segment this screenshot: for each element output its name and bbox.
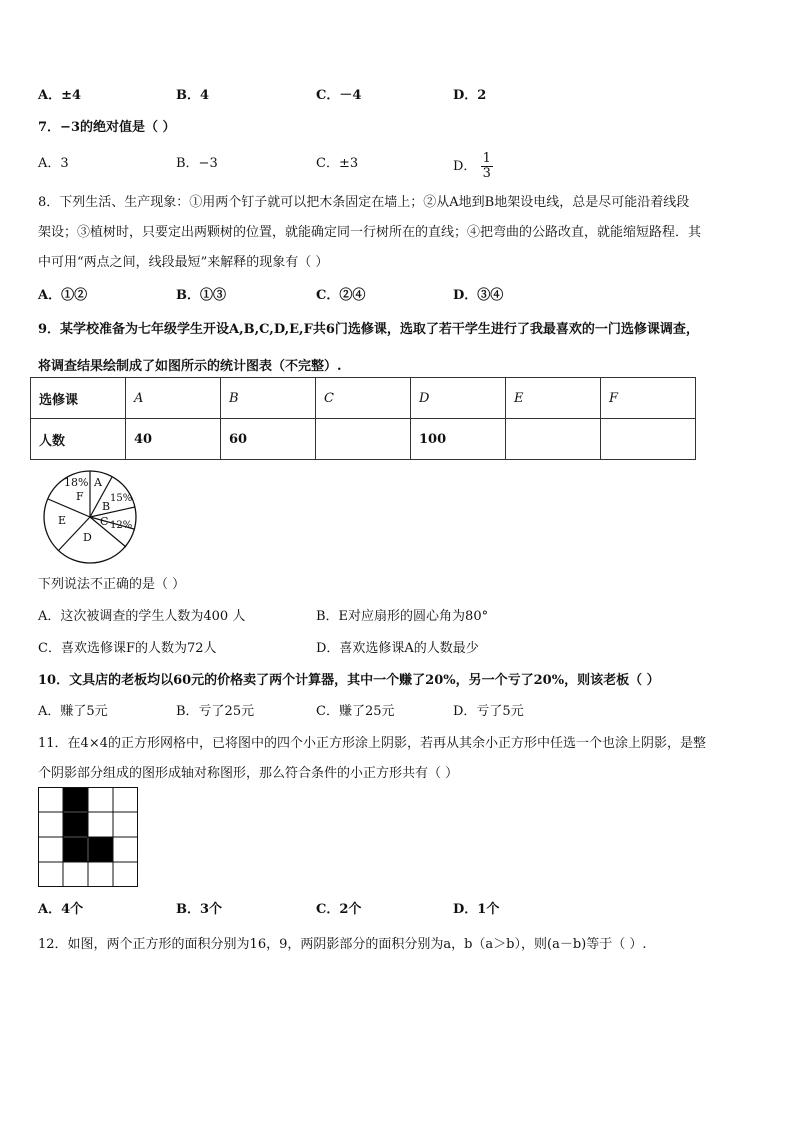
shaded-square (63, 812, 88, 837)
q8-option-c: C．②④ (316, 288, 366, 303)
pie-label-b-percent: 15% (110, 493, 133, 504)
q7-option-c: C．±3 (316, 156, 359, 171)
q6-option-d: D．2 (453, 88, 487, 103)
table-cell (601, 419, 696, 460)
q8-line-1: 8．下列生活、生产现象：①用两个钉子就可以把木条固定在墙上；②从A地到B地架设电线，总是尽可能沿着线段 (38, 195, 690, 210)
q10-option-a: A．赚了5元 (38, 704, 108, 719)
q8-option-d: D．③④ (453, 288, 504, 303)
table-cell: B (221, 378, 316, 419)
q8-option-b: B．①③ (176, 288, 226, 303)
q9-option-d: D．喜欢选修课A的人数最少 (316, 641, 479, 656)
q9-option-b: B．E对应扇形的圆心角为80° (316, 609, 489, 624)
q10-option-c: C．赚了25元 (316, 704, 395, 719)
table-cell: D (411, 378, 506, 419)
q6-option-a: A．±4 (38, 88, 82, 103)
q11-option-a: A．4个 (38, 902, 84, 917)
pie-label-e: E (58, 514, 67, 527)
q8-line-2: 架设；③植树时，只要定出两颗树的位置，就能确定同一行树所在的直线；④把弯曲的公路改直，就能缩短路程．其 (38, 225, 702, 240)
shaded-square (63, 837, 88, 862)
pie-label-a: A (94, 476, 102, 489)
q11-line-2: 个阴影部分组成的图形成轴对称图形，那么符合条件的小正方形共有（ ） (38, 766, 459, 781)
pie-divider (90, 507, 135, 517)
fraction-numerator: 1 (482, 151, 491, 166)
table-cell (316, 419, 411, 460)
q9-question: 下列说法不正确的是（ ） (38, 577, 186, 592)
q9-option-a: A．这次被调查的学生人数为400 人 (38, 609, 246, 624)
grid-figure-4x4 (38, 787, 138, 887)
table-cell: A (126, 378, 221, 419)
table-header-cell: 人数 (31, 419, 126, 460)
shaded-square (88, 837, 113, 862)
q8-option-a: A．①② (38, 288, 88, 303)
q12-stem: 12．如图，两个正方形的面积分别为16，9，两阴影部分的面积分别为a，b（a＞b），则(a－b)等于（ ）. (38, 937, 647, 952)
pie-label-c-percent: 12% (110, 520, 133, 531)
table-cell: E (506, 378, 601, 419)
fraction-denominator: 3 (482, 166, 491, 181)
table-cell: C (316, 378, 411, 419)
pie-label-f: F (76, 490, 84, 503)
q10-stem: 10．文具店的老板均以60元的价格卖了两个计算器，其中一个赚了20%，另一个亏了20%，则该老板（ ） (38, 673, 660, 688)
table-row (31, 419, 696, 460)
pie-label-c: C (100, 515, 109, 528)
shaded-square (63, 787, 88, 812)
table-cell: 40 (126, 419, 221, 460)
pie-chart-figure (38, 469, 142, 565)
q8-line-3: 中可用“两点之间，线段最短”来解释的现象有（ ） (38, 255, 329, 270)
table-cell: 60 (221, 419, 316, 460)
q7-option-d (453, 152, 493, 181)
q10-option-d: D．亏了5元 (453, 704, 524, 719)
q11-option-b: B．3个 (176, 902, 223, 917)
q9-line-2: 将调查结果绘制成了如图所示的统计图表（不完整）. (38, 359, 342, 374)
table-cell: F (601, 378, 696, 419)
table-header-cell: 选修课 (31, 378, 126, 419)
q9-line-1: 9．某学校准备为七年级学生开设A,B,C,D,E,F共6门选修课，选取了若干学生进行了我最喜欢的一门选修课调查， (38, 322, 699, 337)
q7-option-a: A．3 (38, 156, 69, 171)
fraction-one-third (481, 152, 493, 181)
q7-option-d-label: D． (453, 159, 477, 174)
q9-option-c: C．喜欢选修课F的人数为72人 (38, 641, 217, 656)
pie-divider (48, 499, 90, 517)
table-cell (506, 419, 601, 460)
table-row (31, 378, 696, 419)
pie-label-f-percent: 18% (64, 476, 89, 489)
table-cell: 100 (411, 419, 506, 460)
pie-label-d: D (83, 531, 92, 544)
q11-option-c: C．2个 (316, 902, 362, 917)
q11-option-d: D．1个 (453, 902, 500, 917)
q7-stem: 7．−3的绝对值是（ ） (38, 120, 176, 135)
q7-option-b: B．−3 (176, 156, 218, 171)
q11-line-1: 11．在4×4的正方形网格中，已将图中的四个小正方形涂上阴影，若再从其余小正方形中任选一个也涂上阴影，是整 (38, 736, 706, 751)
q10-option-b: B．亏了25元 (176, 704, 255, 719)
q6-option-c: C．－4 (316, 88, 362, 103)
survey-table (30, 377, 696, 460)
q6-option-b: B．4 (176, 88, 210, 103)
pie-label-b: B (102, 500, 111, 513)
